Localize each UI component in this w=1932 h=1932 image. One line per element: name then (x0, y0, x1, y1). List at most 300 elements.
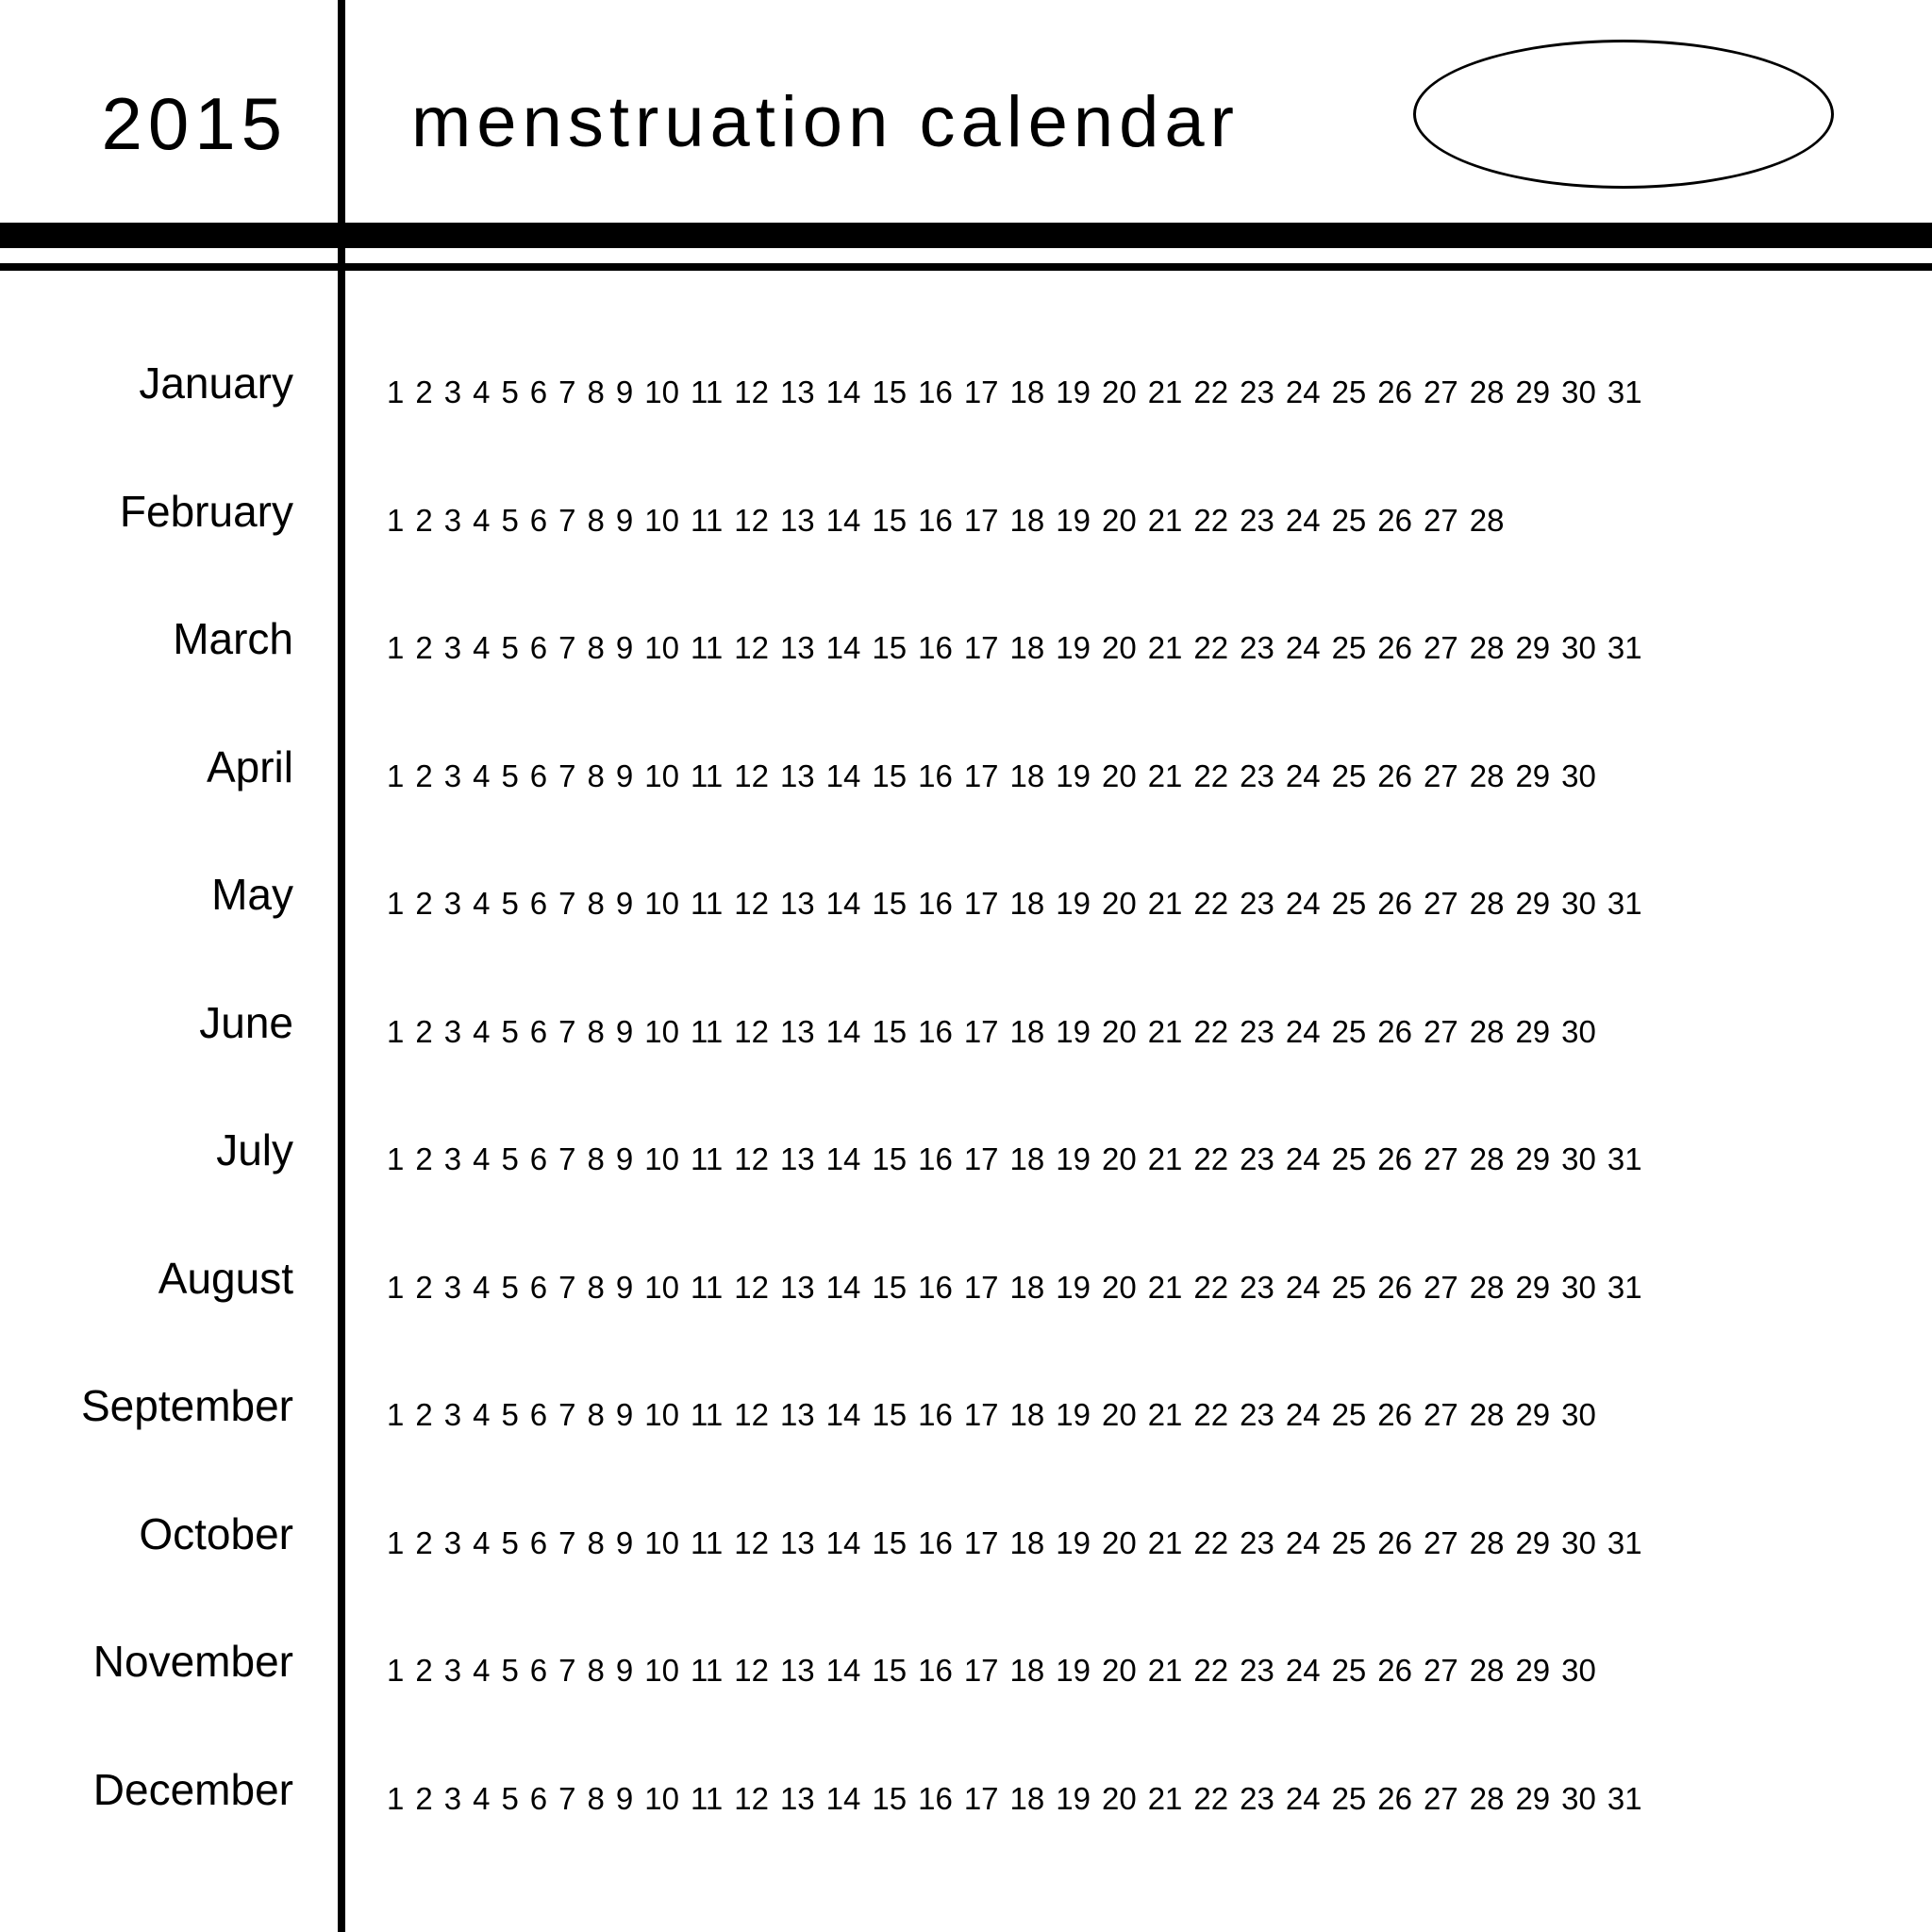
day-number[interactable]: 10 (644, 502, 679, 538)
day-number[interactable]: 8 (587, 1269, 605, 1305)
day-number[interactable]: 31 (1607, 1269, 1642, 1305)
day-number[interactable]: 5 (501, 1013, 519, 1049)
day-number[interactable]: 22 (1193, 886, 1229, 921)
day-number[interactable]: 8 (587, 1524, 605, 1560)
day-number[interactable]: 6 (529, 1013, 548, 1049)
day-number[interactable]: 4 (473, 1653, 491, 1688)
day-number[interactable]: 6 (529, 1780, 548, 1816)
day-number[interactable]: 13 (779, 1524, 815, 1560)
day-number[interactable]: 12 (734, 502, 769, 538)
day-number[interactable]: 2 (415, 1269, 433, 1305)
day-number[interactable]: 17 (963, 886, 999, 921)
day-number[interactable]: 30 (1561, 375, 1596, 409)
day-number[interactable]: 30 (1561, 1397, 1596, 1432)
day-number[interactable]: 23 (1240, 1013, 1274, 1049)
day-number[interactable]: 31 (1607, 630, 1642, 665)
day-number[interactable]: 11 (690, 630, 724, 665)
day-number[interactable]: 19 (1056, 758, 1091, 793)
day-number[interactable]: 23 (1240, 1653, 1274, 1688)
day-number[interactable]: 5 (501, 1397, 519, 1432)
day-number[interactable]: 11 (690, 375, 724, 409)
day-number[interactable]: 23 (1240, 886, 1274, 921)
day-number[interactable]: 22 (1193, 630, 1229, 665)
day-number[interactable]: 27 (1424, 1780, 1458, 1816)
day-number[interactable]: 24 (1285, 630, 1321, 665)
day-number[interactable]: 15 (872, 502, 908, 538)
day-number[interactable]: 23 (1240, 1397, 1274, 1432)
day-number[interactable]: 27 (1424, 1269, 1458, 1305)
day-number[interactable]: 2 (415, 630, 433, 665)
day-number[interactable]: 5 (501, 1141, 519, 1176)
day-number[interactable]: 31 (1607, 1524, 1642, 1560)
day-number[interactable]: 20 (1101, 758, 1137, 793)
day-number[interactable]: 17 (963, 375, 999, 409)
day-number[interactable]: 30 (1561, 1141, 1596, 1176)
day-number[interactable]: 5 (501, 375, 519, 409)
day-number[interactable]: 2 (415, 1013, 433, 1049)
day-number[interactable]: 21 (1147, 1780, 1183, 1816)
day-number[interactable]: 1 (387, 1269, 405, 1305)
day-number[interactable]: 29 (1515, 1269, 1551, 1305)
day-number[interactable]: 24 (1285, 1397, 1321, 1432)
day-number[interactable]: 16 (918, 886, 953, 921)
day-number[interactable]: 17 (963, 502, 999, 538)
day-number[interactable]: 18 (1009, 1780, 1045, 1816)
day-number[interactable]: 28 (1469, 630, 1505, 665)
day-number[interactable]: 17 (963, 630, 999, 665)
day-number[interactable]: 25 (1331, 1780, 1367, 1816)
day-number[interactable]: 12 (734, 1013, 769, 1049)
day-number[interactable]: 17 (963, 758, 999, 793)
day-number[interactable]: 12 (734, 758, 769, 793)
day-number[interactable]: 16 (918, 1013, 953, 1049)
day-number[interactable]: 29 (1515, 1524, 1551, 1560)
day-number[interactable]: 22 (1193, 375, 1229, 409)
day-number[interactable]: 5 (501, 758, 519, 793)
day-number[interactable]: 15 (872, 1269, 908, 1305)
day-number[interactable]: 16 (918, 375, 953, 409)
day-number[interactable]: 19 (1056, 886, 1091, 921)
day-number[interactable]: 17 (963, 1269, 999, 1305)
day-number[interactable]: 11 (690, 1524, 724, 1560)
day-number[interactable]: 26 (1377, 1524, 1412, 1560)
day-number[interactable]: 20 (1101, 630, 1137, 665)
day-number[interactable]: 29 (1515, 886, 1551, 921)
day-number[interactable]: 20 (1101, 502, 1137, 538)
day-number[interactable]: 12 (734, 886, 769, 921)
day-number[interactable]: 22 (1193, 1141, 1229, 1176)
day-number[interactable]: 23 (1240, 1524, 1274, 1560)
day-number[interactable]: 9 (615, 1524, 634, 1560)
day-number[interactable]: 8 (587, 758, 605, 793)
day-number[interactable]: 27 (1424, 375, 1458, 409)
day-number[interactable]: 19 (1056, 502, 1091, 538)
day-number[interactable]: 27 (1424, 1524, 1458, 1560)
day-number[interactable]: 18 (1009, 630, 1045, 665)
day-number[interactable]: 15 (872, 1524, 908, 1560)
day-number[interactable]: 7 (558, 375, 576, 409)
day-number[interactable]: 16 (918, 630, 953, 665)
day-number[interactable]: 18 (1009, 886, 1045, 921)
day-number[interactable]: 26 (1377, 1269, 1412, 1305)
day-number[interactable]: 13 (779, 1269, 815, 1305)
day-number[interactable]: 22 (1193, 1397, 1229, 1432)
day-number[interactable]: 20 (1101, 1141, 1137, 1176)
day-number[interactable]: 14 (825, 375, 861, 409)
day-number[interactable]: 5 (501, 886, 519, 921)
day-number[interactable]: 15 (872, 758, 908, 793)
day-number[interactable]: 10 (644, 1780, 679, 1816)
day-number[interactable]: 24 (1285, 1013, 1321, 1049)
day-number[interactable]: 24 (1285, 1141, 1321, 1176)
day-number[interactable]: 22 (1193, 758, 1229, 793)
day-number[interactable]: 19 (1056, 1141, 1091, 1176)
day-number[interactable]: 13 (779, 502, 815, 538)
day-number[interactable]: 12 (734, 1141, 769, 1176)
day-number[interactable]: 10 (644, 630, 679, 665)
day-number[interactable]: 1 (387, 1653, 405, 1688)
day-number[interactable]: 26 (1377, 502, 1412, 538)
day-number[interactable]: 12 (734, 630, 769, 665)
day-number[interactable]: 16 (918, 1524, 953, 1560)
day-number[interactable]: 5 (501, 1269, 519, 1305)
day-number[interactable]: 25 (1331, 1141, 1367, 1176)
day-number[interactable]: 12 (734, 1269, 769, 1305)
day-number[interactable]: 9 (615, 630, 634, 665)
day-number[interactable]: 24 (1285, 1524, 1321, 1560)
day-number[interactable]: 19 (1056, 1780, 1091, 1816)
day-number[interactable]: 14 (825, 1013, 861, 1049)
day-number[interactable]: 18 (1009, 1269, 1045, 1305)
day-number[interactable]: 28 (1469, 1653, 1505, 1688)
day-number[interactable]: 22 (1193, 1013, 1229, 1049)
day-number[interactable]: 25 (1331, 630, 1367, 665)
day-number[interactable]: 8 (587, 502, 605, 538)
day-number[interactable]: 14 (825, 886, 861, 921)
day-number[interactable]: 8 (587, 1013, 605, 1049)
day-number[interactable]: 7 (558, 1524, 576, 1560)
day-number[interactable]: 18 (1009, 502, 1045, 538)
day-number[interactable]: 25 (1331, 758, 1367, 793)
day-number[interactable]: 21 (1147, 1141, 1183, 1176)
day-number[interactable]: 3 (443, 758, 462, 793)
day-number[interactable]: 3 (443, 1397, 462, 1432)
day-number[interactable]: 11 (690, 1780, 724, 1816)
day-number[interactable]: 23 (1240, 630, 1274, 665)
day-number[interactable]: 30 (1561, 1653, 1596, 1688)
day-number[interactable]: 2 (415, 1653, 433, 1688)
day-number[interactable]: 24 (1285, 1653, 1321, 1688)
day-number[interactable]: 22 (1193, 1653, 1229, 1688)
day-number[interactable]: 26 (1377, 375, 1412, 409)
day-number[interactable]: 6 (529, 1397, 548, 1432)
day-number[interactable]: 17 (963, 1524, 999, 1560)
day-number[interactable]: 7 (558, 886, 576, 921)
day-number[interactable]: 17 (963, 1780, 999, 1816)
day-number[interactable]: 17 (963, 1397, 999, 1432)
day-number[interactable]: 3 (443, 1524, 462, 1560)
day-number[interactable]: 24 (1285, 502, 1321, 538)
day-number[interactable]: 6 (529, 502, 548, 538)
day-number[interactable]: 2 (415, 375, 433, 409)
day-number[interactable]: 29 (1515, 630, 1551, 665)
day-number[interactable]: 27 (1424, 1397, 1458, 1432)
day-number[interactable]: 23 (1240, 1141, 1274, 1176)
day-number[interactable]: 14 (825, 1141, 861, 1176)
day-number[interactable]: 25 (1331, 1653, 1367, 1688)
day-number[interactable]: 2 (415, 758, 433, 793)
day-number[interactable]: 21 (1147, 758, 1183, 793)
day-number[interactable]: 22 (1193, 502, 1229, 538)
day-number[interactable]: 22 (1193, 1269, 1229, 1305)
day-number[interactable]: 4 (473, 1269, 491, 1305)
day-number[interactable]: 30 (1561, 1524, 1596, 1560)
name-oval-field[interactable] (1413, 40, 1834, 189)
day-number[interactable]: 5 (501, 502, 519, 538)
day-number[interactable]: 21 (1147, 1269, 1183, 1305)
day-number[interactable]: 14 (825, 1524, 861, 1560)
day-number[interactable]: 6 (529, 1141, 548, 1176)
day-number[interactable]: 4 (473, 630, 491, 665)
day-number[interactable]: 12 (734, 1397, 769, 1432)
day-number[interactable]: 1 (387, 1141, 405, 1176)
day-number[interactable]: 25 (1331, 886, 1367, 921)
day-number[interactable]: 7 (558, 1141, 576, 1176)
day-number[interactable]: 4 (473, 886, 491, 921)
day-number[interactable]: 14 (825, 1780, 861, 1816)
day-number[interactable]: 15 (872, 375, 908, 409)
day-number[interactable]: 31 (1607, 1141, 1642, 1176)
day-number[interactable]: 21 (1147, 1013, 1183, 1049)
day-number[interactable]: 26 (1377, 1397, 1412, 1432)
day-number[interactable]: 25 (1331, 1269, 1367, 1305)
day-number[interactable]: 7 (558, 758, 576, 793)
day-number[interactable]: 16 (918, 758, 953, 793)
day-number[interactable]: 3 (443, 1653, 462, 1688)
day-number[interactable]: 1 (387, 502, 405, 538)
day-number[interactable]: 28 (1469, 502, 1505, 538)
day-number[interactable]: 6 (529, 375, 548, 409)
day-number[interactable]: 19 (1056, 630, 1091, 665)
day-number[interactable]: 13 (779, 1397, 815, 1432)
day-number[interactable]: 11 (690, 1141, 724, 1176)
day-number[interactable]: 31 (1607, 1780, 1642, 1816)
day-number[interactable]: 9 (615, 1397, 634, 1432)
day-number[interactable]: 21 (1147, 630, 1183, 665)
day-number[interactable]: 9 (615, 502, 634, 538)
day-number[interactable]: 14 (825, 1397, 861, 1432)
day-number[interactable]: 9 (615, 1653, 634, 1688)
day-number[interactable]: 20 (1101, 1397, 1137, 1432)
day-number[interactable]: 15 (872, 1653, 908, 1688)
day-number[interactable]: 7 (558, 1397, 576, 1432)
day-number[interactable]: 13 (779, 1653, 815, 1688)
day-number[interactable]: 22 (1193, 1780, 1229, 1816)
day-number[interactable]: 8 (587, 1653, 605, 1688)
day-number[interactable]: 13 (779, 1141, 815, 1176)
day-number[interactable]: 10 (644, 1524, 679, 1560)
day-number[interactable]: 19 (1056, 1397, 1091, 1432)
day-number[interactable]: 23 (1240, 1269, 1274, 1305)
day-number[interactable]: 28 (1469, 1013, 1505, 1049)
day-number[interactable]: 19 (1056, 1524, 1091, 1560)
day-number[interactable]: 2 (415, 1524, 433, 1560)
day-number[interactable]: 14 (825, 502, 861, 538)
day-number[interactable]: 25 (1331, 375, 1367, 409)
day-number[interactable]: 28 (1469, 1780, 1505, 1816)
day-number[interactable]: 19 (1056, 375, 1091, 409)
day-number[interactable]: 8 (587, 886, 605, 921)
day-number[interactable]: 29 (1515, 1653, 1551, 1688)
day-number[interactable]: 3 (443, 886, 462, 921)
day-number[interactable]: 27 (1424, 758, 1458, 793)
day-number[interactable]: 8 (587, 1141, 605, 1176)
day-number[interactable]: 7 (558, 1269, 576, 1305)
day-number[interactable]: 16 (918, 1397, 953, 1432)
day-number[interactable]: 25 (1331, 502, 1367, 538)
day-number[interactable]: 15 (872, 1141, 908, 1176)
day-number[interactable]: 26 (1377, 1653, 1412, 1688)
day-number[interactable]: 9 (615, 1013, 634, 1049)
day-number[interactable]: 17 (963, 1141, 999, 1176)
day-number[interactable]: 29 (1515, 1141, 1551, 1176)
day-number[interactable]: 30 (1561, 1269, 1596, 1305)
day-number[interactable]: 24 (1285, 375, 1321, 409)
day-number[interactable]: 27 (1424, 1653, 1458, 1688)
day-number[interactable]: 1 (387, 1524, 405, 1560)
day-number[interactable]: 5 (501, 1524, 519, 1560)
day-number[interactable]: 9 (615, 1269, 634, 1305)
day-number[interactable]: 7 (558, 1653, 576, 1688)
day-number[interactable]: 20 (1101, 886, 1137, 921)
day-number[interactable]: 24 (1285, 758, 1321, 793)
day-number[interactable]: 2 (415, 502, 433, 538)
day-number[interactable]: 14 (825, 1269, 861, 1305)
day-number[interactable]: 26 (1377, 1013, 1412, 1049)
day-number[interactable]: 26 (1377, 1780, 1412, 1816)
day-number[interactable]: 30 (1561, 886, 1596, 921)
day-number[interactable]: 11 (690, 886, 724, 921)
day-number[interactable]: 5 (501, 1653, 519, 1688)
day-number[interactable]: 6 (529, 1524, 548, 1560)
day-number[interactable]: 9 (615, 886, 634, 921)
day-number[interactable]: 28 (1469, 1397, 1505, 1432)
day-number[interactable]: 30 (1561, 758, 1596, 793)
day-number[interactable]: 4 (473, 375, 491, 409)
day-number[interactable]: 13 (779, 375, 815, 409)
day-number[interactable]: 23 (1240, 502, 1274, 538)
day-number[interactable]: 21 (1147, 1524, 1183, 1560)
day-number[interactable]: 4 (473, 1524, 491, 1560)
day-number[interactable]: 4 (473, 1013, 491, 1049)
day-number[interactable]: 12 (734, 1653, 769, 1688)
day-number[interactable]: 29 (1515, 1780, 1551, 1816)
day-number[interactable]: 7 (558, 502, 576, 538)
day-number[interactable]: 10 (644, 1653, 679, 1688)
day-number[interactable]: 16 (918, 502, 953, 538)
day-number[interactable]: 3 (443, 1141, 462, 1176)
day-number[interactable]: 27 (1424, 886, 1458, 921)
day-number[interactable]: 1 (387, 1780, 405, 1816)
day-number[interactable]: 9 (615, 758, 634, 793)
day-number[interactable]: 21 (1147, 886, 1183, 921)
day-number[interactable]: 25 (1331, 1013, 1367, 1049)
day-number[interactable]: 6 (529, 1269, 548, 1305)
day-number[interactable]: 1 (387, 886, 405, 921)
day-number[interactable]: 10 (644, 375, 679, 409)
day-number[interactable]: 15 (872, 886, 908, 921)
day-number[interactable]: 1 (387, 758, 405, 793)
day-number[interactable]: 16 (918, 1780, 953, 1816)
day-number[interactable]: 30 (1561, 630, 1596, 665)
day-number[interactable]: 4 (473, 502, 491, 538)
day-number[interactable]: 29 (1515, 758, 1551, 793)
day-number[interactable]: 24 (1285, 1269, 1321, 1305)
day-number[interactable]: 6 (529, 1653, 548, 1688)
day-number[interactable]: 8 (587, 1780, 605, 1816)
day-number[interactable]: 24 (1285, 886, 1321, 921)
day-number[interactable]: 28 (1469, 758, 1505, 793)
day-number[interactable]: 12 (734, 375, 769, 409)
day-number[interactable]: 21 (1147, 1653, 1183, 1688)
day-number[interactable]: 30 (1561, 1013, 1596, 1049)
day-number[interactable]: 10 (644, 1397, 679, 1432)
day-number[interactable]: 28 (1469, 886, 1505, 921)
day-number[interactable]: 3 (443, 630, 462, 665)
day-number[interactable]: 3 (443, 1013, 462, 1049)
day-number[interactable]: 10 (644, 886, 679, 921)
day-number[interactable]: 2 (415, 886, 433, 921)
day-number[interactable]: 11 (690, 1653, 724, 1688)
day-number[interactable]: 28 (1469, 1524, 1505, 1560)
day-number[interactable]: 26 (1377, 886, 1412, 921)
day-number[interactable]: 1 (387, 1397, 405, 1432)
day-number[interactable]: 13 (779, 1780, 815, 1816)
day-number[interactable]: 4 (473, 1397, 491, 1432)
day-number[interactable]: 13 (779, 630, 815, 665)
day-number[interactable]: 29 (1515, 1013, 1551, 1049)
day-number[interactable]: 1 (387, 375, 405, 409)
day-number[interactable]: 2 (415, 1141, 433, 1176)
day-number[interactable]: 12 (734, 1780, 769, 1816)
day-number[interactable]: 17 (963, 1013, 999, 1049)
day-number[interactable]: 10 (644, 758, 679, 793)
day-number[interactable]: 3 (443, 502, 462, 538)
day-number[interactable]: 6 (529, 886, 548, 921)
day-number[interactable]: 13 (779, 886, 815, 921)
day-number[interactable]: 15 (872, 630, 908, 665)
day-number[interactable]: 18 (1009, 1524, 1045, 1560)
day-number[interactable]: 31 (1607, 375, 1642, 409)
day-number[interactable]: 9 (615, 375, 634, 409)
day-number[interactable]: 9 (615, 1780, 634, 1816)
day-number[interactable]: 4 (473, 758, 491, 793)
day-number[interactable]: 26 (1377, 1141, 1412, 1176)
day-number[interactable]: 25 (1331, 1524, 1367, 1560)
day-number[interactable]: 26 (1377, 630, 1412, 665)
day-number[interactable]: 9 (615, 1141, 634, 1176)
day-number[interactable]: 18 (1009, 1653, 1045, 1688)
day-number[interactable]: 27 (1424, 1141, 1458, 1176)
day-number[interactable]: 19 (1056, 1013, 1091, 1049)
day-number[interactable]: 5 (501, 1780, 519, 1816)
day-number[interactable]: 8 (587, 1397, 605, 1432)
day-number[interactable]: 23 (1240, 1780, 1274, 1816)
day-number[interactable]: 7 (558, 630, 576, 665)
day-number[interactable]: 15 (872, 1013, 908, 1049)
day-number[interactable]: 18 (1009, 758, 1045, 793)
day-number[interactable]: 16 (918, 1653, 953, 1688)
